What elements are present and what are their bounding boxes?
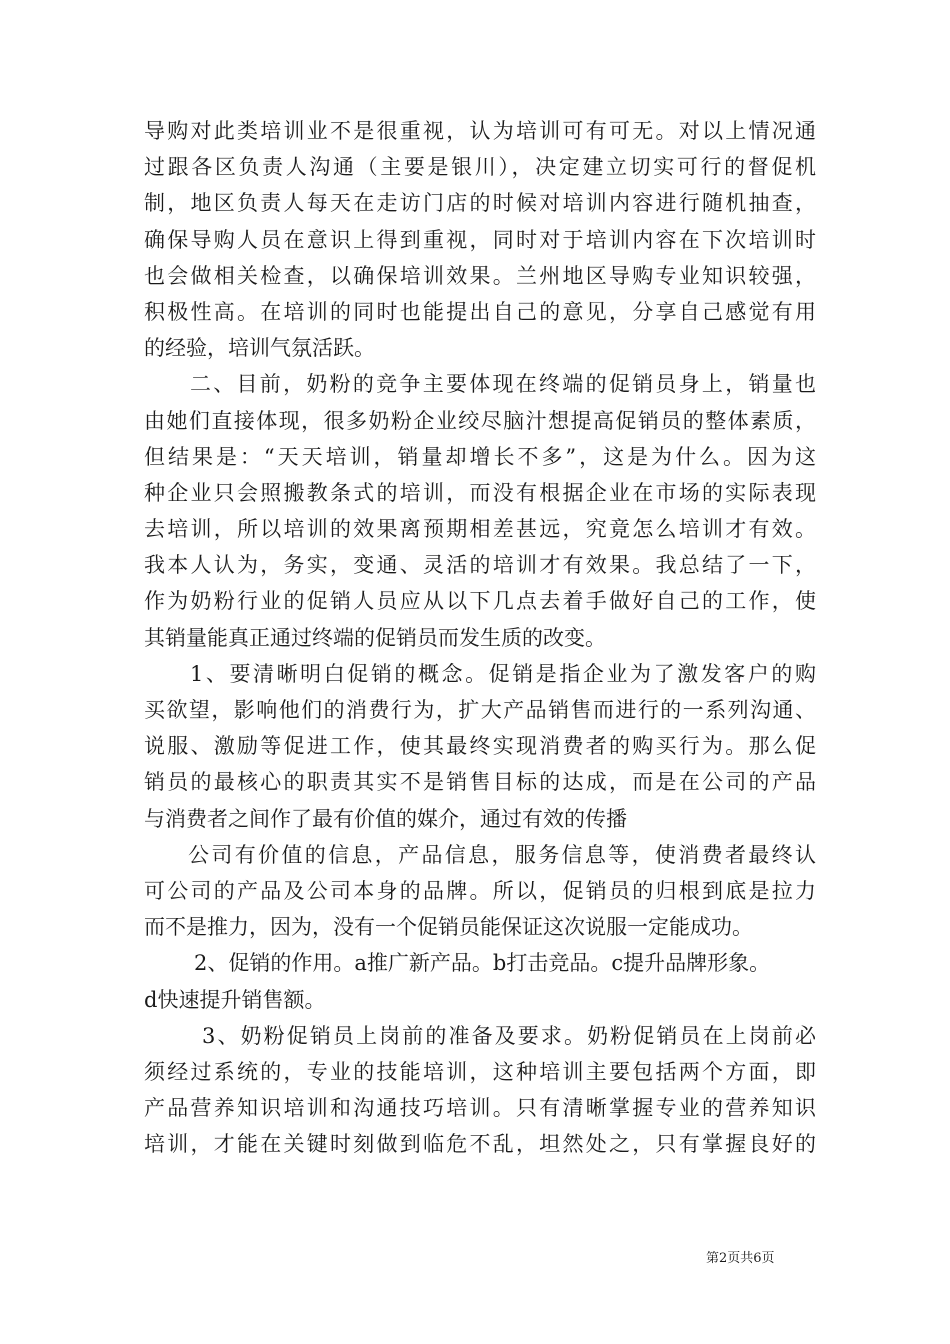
- text-line: 制，地区负责人每天在走访门店的时候对培训内容进行随机抽查，: [144, 191, 816, 216]
- text-line: 去培训，所以培训的效果离预期相差甚远，究竟怎么培训才有效。: [144, 517, 816, 542]
- text-line: 导购对此类培训业不是很重视，认为培训可有可无。对以上情况通: [144, 119, 816, 143]
- text-line: 积极性高。在培训的同时也能提出自己的意见，分享自己感觉有用: [144, 299, 816, 324]
- paragraph-start-line: 二、目前，奶粉的竞争主要体现在终端的促销员身上，销量也: [190, 372, 816, 397]
- text-line: 确保导购人员在意识上得到重视，同时对于培训内容在下次培训时: [144, 227, 816, 252]
- text-line: 说服、激励等促进工作，使其最终实现消费者的购买行为。那么促: [144, 734, 816, 759]
- paragraph-start-line: 公司有价值的信息，产品信息，服务信息等，使消费者最终认: [188, 842, 816, 867]
- text-line: 其销量能真正通过终端的促销员而发生质的改变。: [144, 625, 606, 650]
- text-line: 可公司的产品及公司本身的品牌。所以，促销员的归根到底是拉力: [144, 878, 816, 903]
- paragraph-start-line: 3、奶粉促销员上岗前的准备及要求。奶粉促销员在上岗前必: [202, 1023, 816, 1048]
- text-line: 种企业只会照搬教条式的培训，而没有根据企业在市场的实际表现: [144, 480, 816, 505]
- text-line: 须经过系统的，专业的技能培训，这种培训主要包括两个方面，即: [144, 1059, 816, 1084]
- text-line: 的经验，培训气氛活跃。: [144, 336, 375, 361]
- text-line: 而不是推力，因为，没有一个促销员能保证这次说服一定能成功。: [144, 915, 753, 940]
- text-line: 买欲望，影响他们的消费行为，扩大产品销售而进行的一系列沟通、: [144, 698, 816, 722]
- paragraph-start-line: 1、要清晰明白促销的概念。促销是指企业为了激发客户的购: [190, 661, 816, 686]
- text-line: 也会做相关检查，以确保培训效果。兰州地区导购专业知识较强，: [144, 263, 816, 288]
- paragraph-start-line: 2、促销的作用。a推广新产品。b打击竞品。c提升品牌形象。: [194, 951, 771, 976]
- text-line: 培训，才能在关键时刻做到临危不乱，坦然处之，只有掌握良好的: [144, 1132, 816, 1157]
- document-body: [144, 113, 816, 1162]
- text-line: 与消费者之间作了最有价值的媒介，通过有效的传播: [144, 806, 627, 831]
- text-line: 产品营养知识培训和沟通技巧培训。只有清晰掌握专业的营养知识: [144, 1096, 816, 1121]
- text-line: 我本人认为，务实，变通、灵活的培训才有效果。我总结了一下，: [144, 553, 816, 578]
- text-line: 由她们直接体现，很多奶粉企业绞尽脑汁想提高促销员的整体素质，: [144, 408, 816, 433]
- text-line: 作为奶粉行业的促销人员应从以下几点去着手做好自己的工作，使: [144, 589, 816, 614]
- text-line: 过跟各区负责人沟通（主要是银川），决定建立切实可行的督促机: [144, 155, 816, 180]
- page-number: 第2页共6页: [706, 1251, 775, 1266]
- text-line: d快速提升销售额。: [144, 987, 326, 1012]
- text-line: 但结果是：“天天培训，销量却增长不多”，这是为什么。因为这: [144, 444, 816, 469]
- text-line: 销员的最核心的职责其实不是销售目标的达成，而是在公司的产品: [144, 770, 816, 795]
